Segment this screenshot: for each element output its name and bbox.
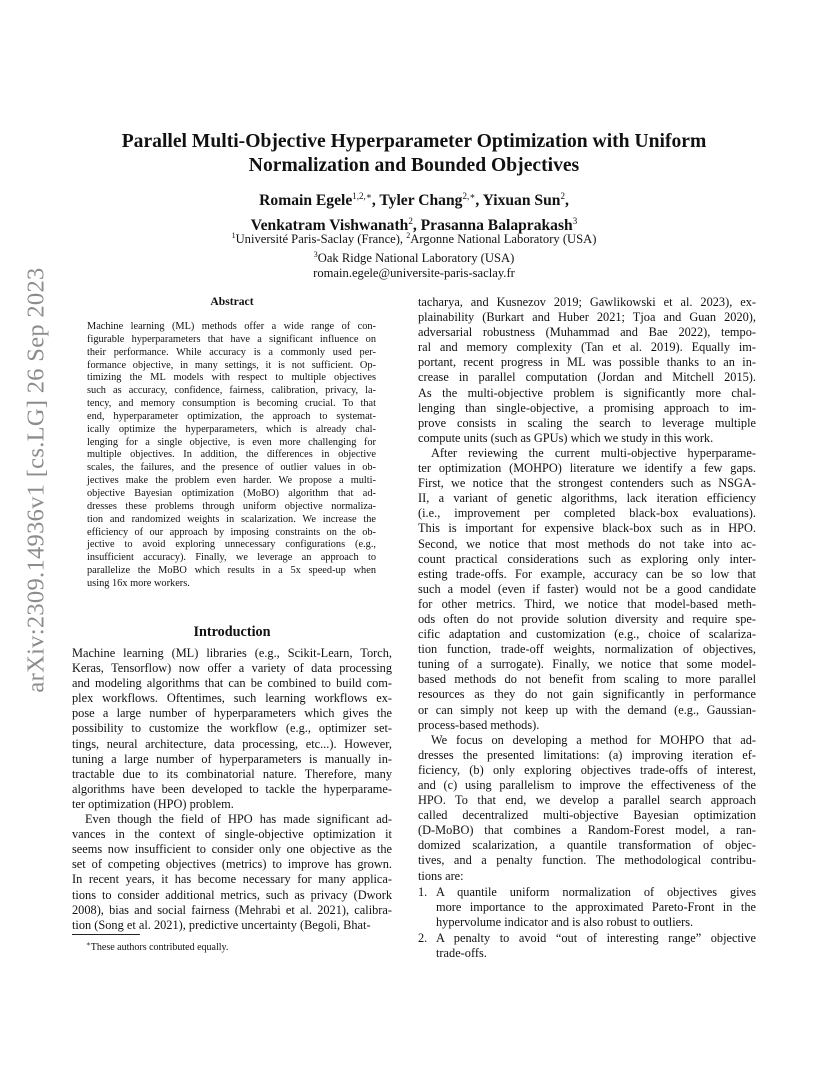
text-line: A penalty to avoid “out of interesting range” objective bbox=[436, 930, 756, 945]
affiliation-text: Université Paris-Saclay (France), bbox=[235, 232, 407, 246]
text-line: algorithms have been developed to tackle the hyperparame- bbox=[72, 781, 392, 796]
text-line: and modeling algorithms that can be combined to build com- bbox=[72, 676, 392, 691]
abstract-line: parallelize the MoBO which results in a 5x speed-up when bbox=[87, 565, 376, 577]
text-line: vances in the context of single-objective optimization it bbox=[72, 827, 392, 842]
abstract-line: their performance. While accuracy is a commonly used per- bbox=[87, 346, 376, 358]
text-line: possibility to customize the workflow (e.g., optimizer set- bbox=[72, 721, 392, 736]
abstract-line: formance objective, in many settings, it is not sufficient. Op- bbox=[87, 359, 376, 371]
affiliation-line-1 bbox=[90, 228, 738, 247]
text-line: In recent years, it has become necessary for many applica- bbox=[72, 872, 392, 887]
text-line: We focus on developing a method for MOHPO that ad- bbox=[431, 732, 756, 747]
text-line: ods often do not provide solution diversity and require spe- bbox=[418, 611, 756, 626]
text-line: First, we notice that the strongest contenders such as NSGA- bbox=[418, 476, 756, 491]
text-line: Second, we notice that most methods do not take into ac- bbox=[418, 536, 756, 551]
abstract-line: ically optimize the hyperparameters, which is already chal- bbox=[87, 423, 376, 435]
text-line: compute units (such as GPUs) which we study in this work. bbox=[418, 430, 714, 445]
introduction-left-column bbox=[72, 646, 392, 933]
text-line: ter optimization (MOHPO) literature we identify a few gaps. bbox=[418, 461, 756, 476]
abstract-line: timizing the ML models with respect to multiple objectives bbox=[87, 372, 376, 384]
paragraph bbox=[418, 446, 756, 733]
affiliation-mark: 1 bbox=[231, 231, 236, 240]
text-line: HPO. To that end, we develop a parallel search approach bbox=[418, 793, 756, 808]
arxiv-identifier-text: arXiv:2309.14936v1 [cs.LG] 26 Sep 2023 bbox=[23, 267, 50, 693]
abstract-line: such as accuracy, confidence, fairness, calibration, privacy, la- bbox=[87, 385, 376, 397]
abstract-body bbox=[87, 321, 376, 591]
author-affiliation-mark: 2 bbox=[560, 191, 565, 201]
text-line: ral and memory complexity (Tan et al. 2019). Equally im- bbox=[418, 340, 756, 355]
text-line: hypervolume indicator and is also robust to outliers. bbox=[436, 914, 694, 929]
text-line: (D-MoBO) that combines a Random-Forest model, a ran- bbox=[418, 823, 756, 838]
affiliation-text: Oak Ridge National Laboratory (USA) bbox=[317, 251, 515, 265]
text-line: plex workflows. Oftentimes, such learning workflows ex- bbox=[72, 691, 392, 706]
footnote-rule bbox=[72, 934, 140, 935]
paragraph bbox=[418, 295, 756, 446]
text-line: for other metrics. Third, we notice that model-based meth- bbox=[418, 596, 756, 611]
abstract-line: tency, and memory consumption is becoming crucial. To that bbox=[87, 398, 376, 410]
text-line: (i.e., improvement per completed black-box evaluations). bbox=[418, 506, 756, 521]
author-affiliation-mark: 1,2,∗ bbox=[352, 191, 372, 201]
author-name: Tyler Chang bbox=[379, 192, 463, 209]
text-line: lenging than single-objective, a promising approach to im- bbox=[418, 400, 756, 415]
text-line: trade-offs. bbox=[436, 946, 487, 961]
text-line: such a model (even if faster) would not be a good candidate bbox=[418, 581, 756, 596]
abstract-heading: Abstract bbox=[210, 295, 254, 308]
text-line: ficiency, (b) only exploring objectives trade-offs of interest, bbox=[418, 762, 756, 777]
list-number: 1. bbox=[418, 884, 428, 899]
affiliation-text: Argonne National Laboratory (USA) bbox=[410, 232, 597, 246]
introduction-heading: Introduction bbox=[193, 624, 271, 640]
author-affiliation-mark: 2 bbox=[408, 216, 413, 226]
author-separator: , bbox=[564, 192, 569, 209]
text-line: tives, and a penalty function. The methodological contribu- bbox=[418, 853, 756, 868]
text-line: dresses the presented limitations: (a) improving iteration ef- bbox=[418, 747, 756, 762]
paper-title bbox=[90, 130, 738, 178]
text-line: tractable due to its combinatorial nature. Therefore, many bbox=[72, 766, 392, 781]
text-line: adversarial robustness (Muhammad and Bae 2022), tempo- bbox=[418, 325, 756, 340]
affiliation-mark: 2 bbox=[406, 231, 411, 240]
text-line: A quantile uniform normalization of objectives gives bbox=[436, 884, 756, 899]
contribution-item bbox=[418, 885, 756, 930]
text-line: more importance to the approximated Pareto-Front in the bbox=[436, 899, 756, 914]
text-line: resources as they do not gain significantly in performance bbox=[418, 687, 756, 702]
paragraph bbox=[418, 733, 756, 884]
affiliation-mark: 3 bbox=[313, 250, 318, 259]
footnote-text: These authors contributed equally. bbox=[90, 942, 229, 953]
text-line: tings, neural architecture, data processing, etc...). However, bbox=[72, 736, 392, 751]
affiliations bbox=[90, 228, 738, 281]
paragraph bbox=[72, 646, 392, 812]
abstract-line: efficiency of our approach by imposing constraints on the ob- bbox=[87, 526, 376, 538]
text-line: tion (Song et al. 2021), predictive uncertainty (Begoli, Bhat- bbox=[72, 917, 371, 932]
abstract-line: end, hyperparameter optimization, the approach to systemat- bbox=[87, 410, 376, 422]
right-column-paragraphs bbox=[418, 295, 756, 884]
arxiv-identifier-stamp bbox=[21, 267, 53, 693]
text-line: tuning a large number of hyperparameters is manually in- bbox=[72, 751, 392, 766]
footnote-mark: ∗ bbox=[86, 940, 91, 948]
author-separator: , bbox=[412, 217, 421, 234]
contributions-list bbox=[418, 885, 756, 961]
author-name: Romain Egele bbox=[259, 192, 353, 209]
footnote bbox=[86, 940, 228, 953]
right-column bbox=[418, 295, 756, 962]
text-line: After reviewing the current multi-objective hyperparame- bbox=[431, 445, 756, 460]
text-line: II, a variant of genetic algorithms, lack iteration efficiency bbox=[418, 491, 756, 506]
text-line: tions are: bbox=[418, 868, 464, 883]
text-line: set of competing objectives (metrics) to improve has grown. bbox=[72, 857, 392, 872]
text-line: count practical considerations such as exploring only inter- bbox=[418, 551, 756, 566]
text-line: tions to consider additional metrics, such as privacy (Dwork bbox=[72, 887, 392, 902]
abstract-line: insufficient accuracy). Finally, we leverage an approach to bbox=[87, 552, 376, 564]
abstract-line: using 16x more workers. bbox=[87, 577, 190, 589]
author-name: Prasanna Balaprakash bbox=[420, 217, 573, 234]
text-line: This is important for expensive black-box such as in HPO. bbox=[418, 521, 756, 536]
abstract-line: tion and randomized weights in scalarization. We increase the bbox=[87, 513, 376, 525]
text-line: crease in parallel computation (Jordan and Mitchell 2015). bbox=[418, 370, 756, 385]
text-line: esting trade-offs. For example, accuracy can be so low that bbox=[418, 566, 756, 581]
abstract-line: jective to avoid exploring unnecessary configurations (e.g., bbox=[87, 539, 376, 551]
text-line: Even though the field of HPO has made significant ad- bbox=[85, 812, 392, 827]
text-line: plainability (Burkart and Huber 2021; Tjoa and Guan 2020), bbox=[418, 310, 756, 325]
author-name: Venkatram Vishwanath bbox=[250, 217, 409, 234]
abstract-line: multiple objectives. In addition, the differences in objective bbox=[87, 449, 376, 461]
text-line: ter optimization (HPO) problem. bbox=[72, 796, 234, 811]
abstract-line: jectives make the problem even harder. We propose a multi- bbox=[87, 475, 376, 487]
text-line: portant, recent progress in ML was possible thanks to an in- bbox=[418, 355, 756, 370]
text-line: process-based methods). bbox=[418, 717, 540, 732]
text-line: Machine learning (ML) libraries (e.g., Scikit-Learn, Torch, bbox=[72, 646, 392, 660]
text-line: cific adaptation and customization (e.g., choice of scalariza- bbox=[418, 627, 756, 642]
text-line: tuning of a surrogate). Finally, we notice that some model- bbox=[418, 657, 756, 672]
text-line: As the multi-objective problem is significantly more chal- bbox=[418, 385, 756, 400]
text-line: Keras, Tensorflow) now offer a variety of data processing bbox=[72, 661, 392, 676]
author-affiliation-mark: 2,∗ bbox=[462, 191, 476, 201]
text-line: tacharya, and Kusnezov 2019; Gawlikowski et al. 2023), ex- bbox=[418, 295, 756, 309]
title-line: Normalization and Bounded Objectives bbox=[248, 155, 580, 176]
text-line: pose a large number of hyperparameters which gives the bbox=[72, 706, 392, 721]
text-line: called decentralized multi-objective Bayesian optimization bbox=[418, 808, 756, 823]
text-line: based methods do not benefit from scaling to more parallel bbox=[418, 672, 756, 687]
list-number: 2. bbox=[418, 930, 428, 945]
abstract-line: figurable hyperparameters that have a significant influence on bbox=[87, 333, 376, 345]
paragraph bbox=[72, 812, 392, 933]
author-name: Yixuan Sun bbox=[482, 192, 561, 209]
author-line-1 bbox=[90, 186, 738, 211]
abstract-line: dresses these problems through uniform objective normaliza- bbox=[87, 500, 376, 512]
abstract-line: Machine learning (ML) methods offer a wide range of con- bbox=[87, 321, 376, 332]
abstract-line: scales, the failures, and the presence of outlier values in ob- bbox=[87, 462, 376, 474]
text-line: 2008), bias and social fairness (Mehrabi et al. 2021), calibra- bbox=[72, 902, 392, 917]
abstract-line: objective Bayesian optimization (MoBO) algorithm that ad- bbox=[87, 487, 376, 499]
author-affiliation-mark: 3 bbox=[572, 216, 578, 226]
text-line: domized scalarization, a quantile transformation of objec- bbox=[418, 838, 756, 853]
abstract-line: lenging for a single objective, is even more challenging for bbox=[87, 436, 376, 448]
text-line: or can simply not keep up with the demand (e.g., Gaussian- bbox=[418, 702, 756, 717]
author-separator: , bbox=[371, 192, 380, 209]
text-line: seems now insufficient to consider only one objective as the bbox=[72, 842, 392, 857]
contribution-item bbox=[418, 931, 756, 961]
affiliation-line-2 bbox=[90, 247, 738, 266]
title-line: Parallel Multi-Objective Hyperparameter Optimization with Uniform bbox=[121, 131, 707, 152]
author-separator: , bbox=[475, 192, 483, 209]
text-line: prove consists in scaling the search to leverage multiple bbox=[418, 415, 756, 430]
text-line: and (c) using parallelism to improve the effectiveness of the bbox=[418, 778, 756, 792]
contact-email[interactable]: romain.egele@universite-paris-saclay.fr bbox=[313, 266, 515, 280]
text-line: tion function, trade-off weights, normalization of objectives, bbox=[418, 642, 756, 657]
